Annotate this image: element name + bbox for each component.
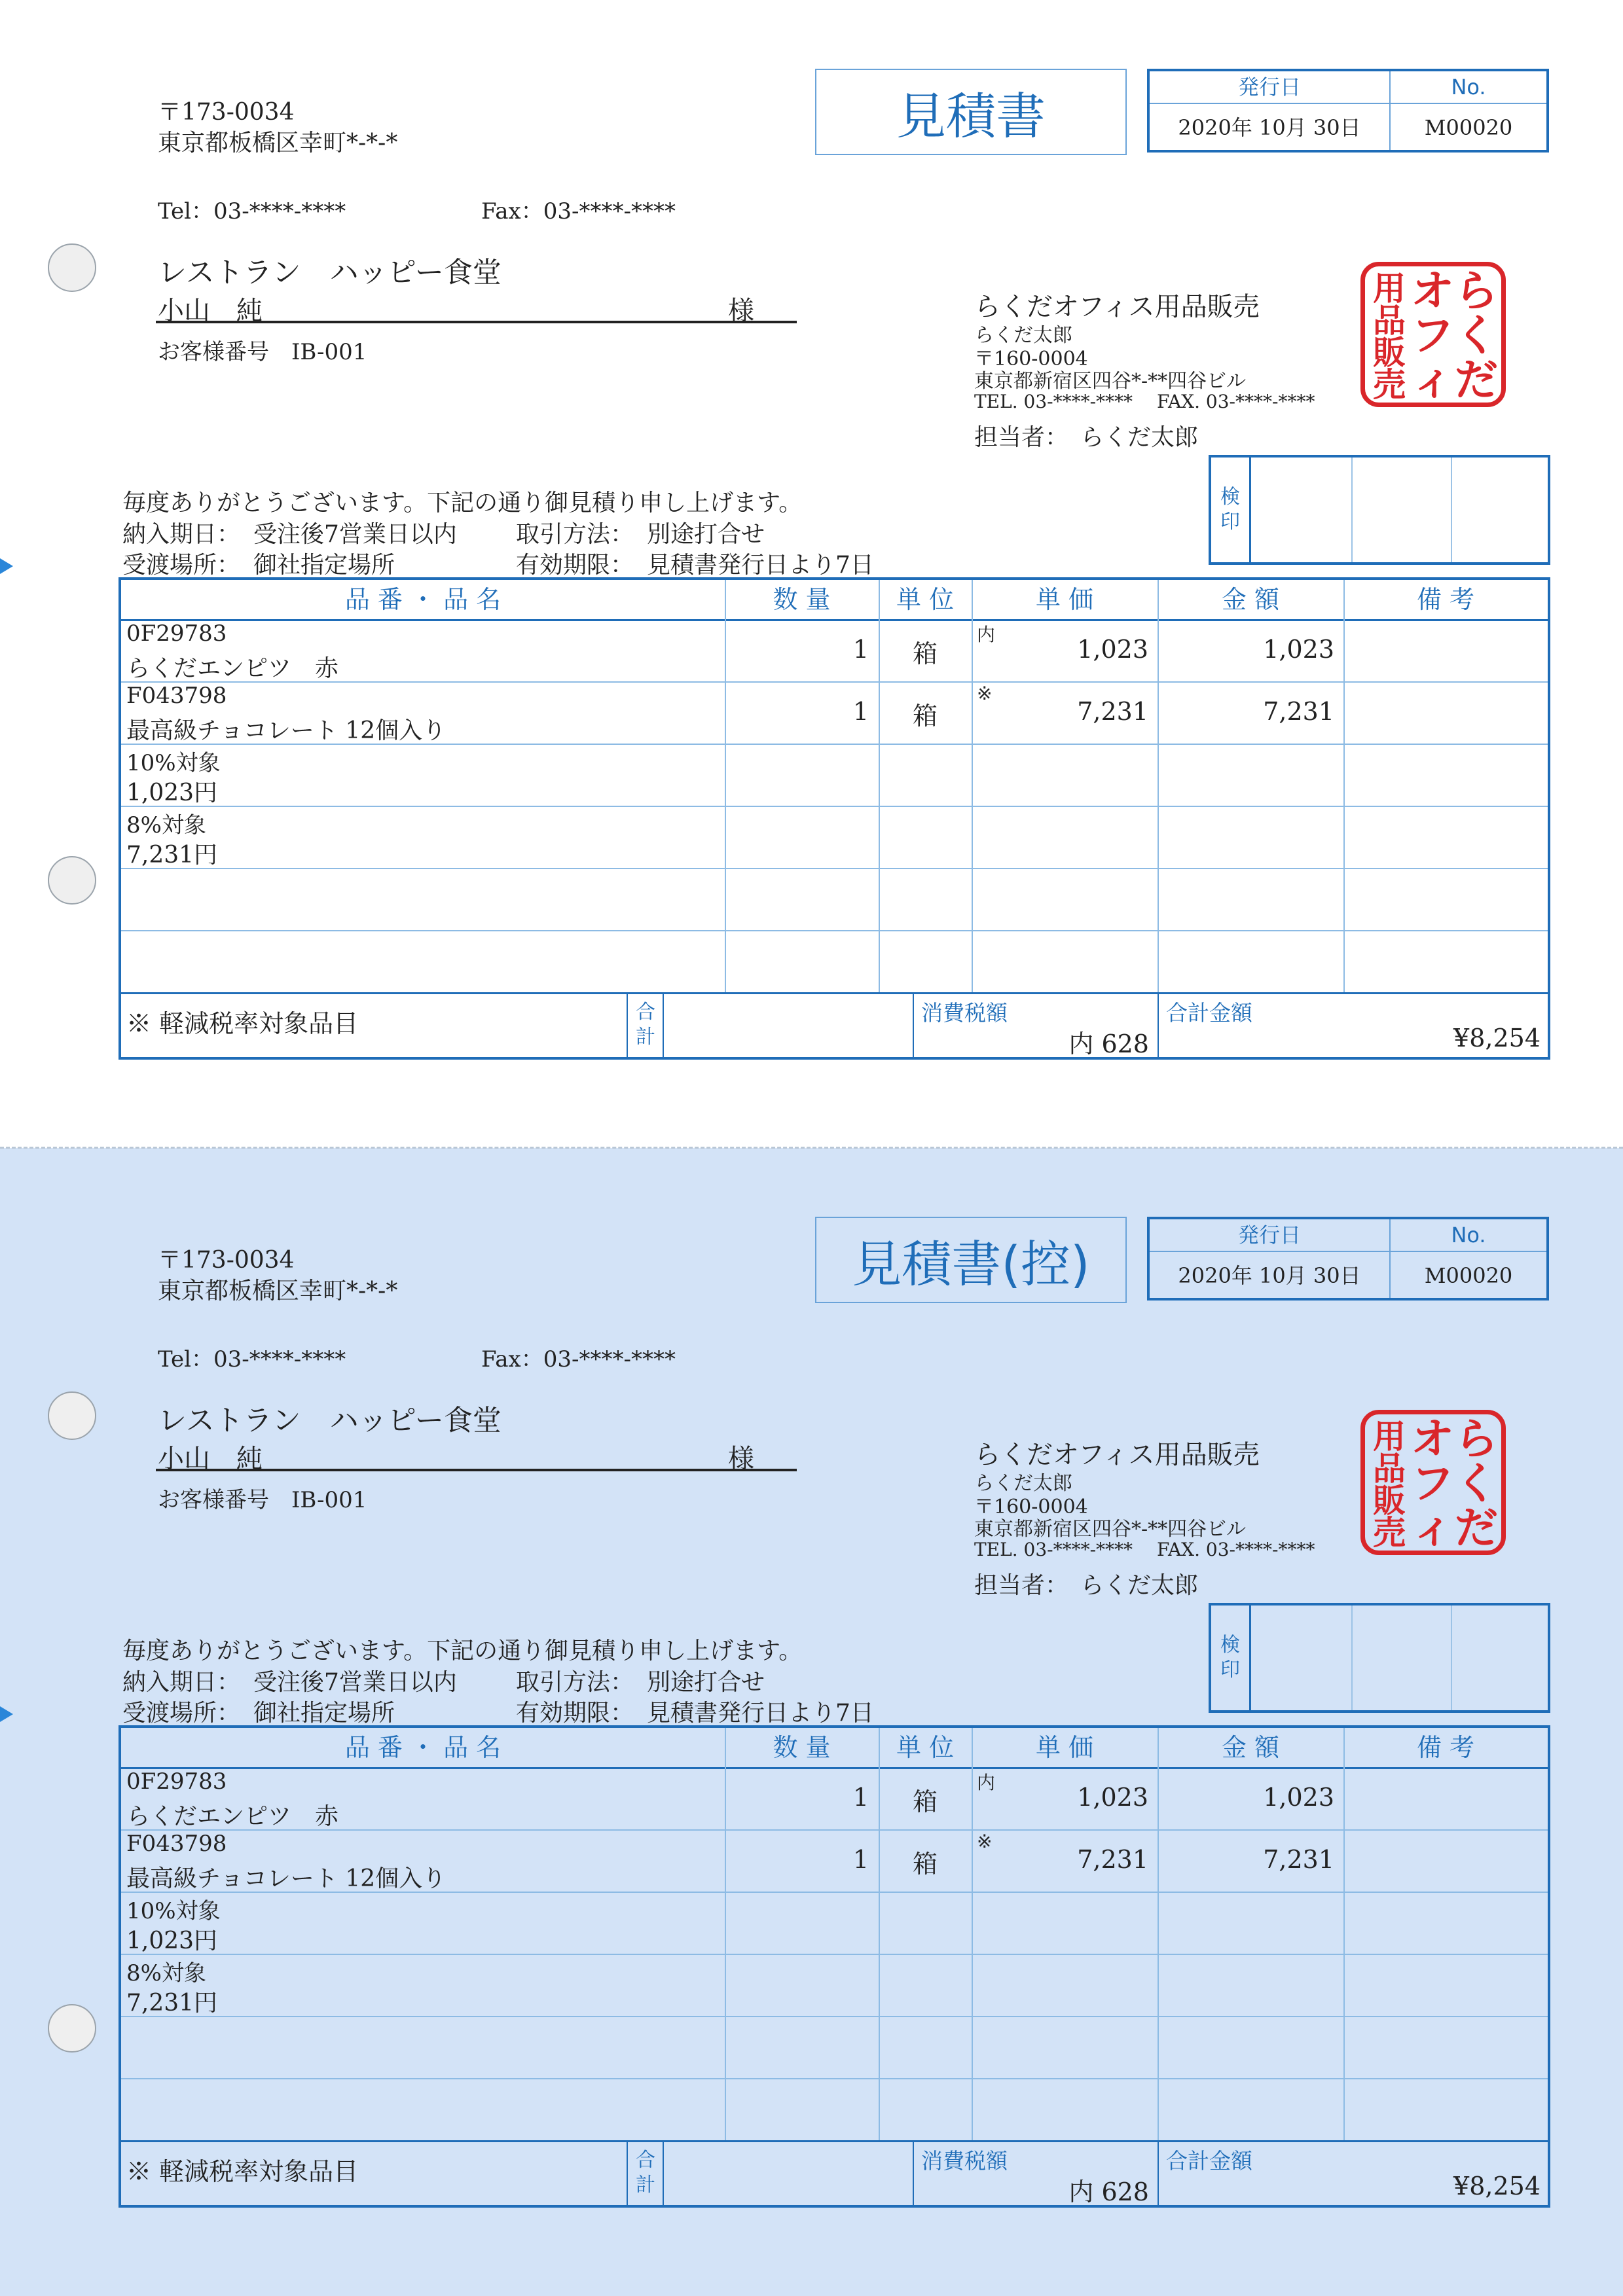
- binder-hole: [48, 1391, 96, 1440]
- recipient-postal: 〒173-0034: [158, 1247, 295, 1274]
- recipient-tel: Tel：03-****-****: [158, 1346, 346, 1372]
- estimate-table: [119, 577, 1550, 1060]
- recipient-postal: 〒173-0034: [158, 99, 295, 126]
- row-unit-price: 7,231: [1077, 697, 1148, 726]
- row-item-code: 10%対象: [126, 1898, 221, 1924]
- header-note: 備 考: [1416, 1733, 1475, 1762]
- binder-hole: [48, 2004, 96, 2053]
- row-item-code: 8%対象: [126, 1960, 206, 1986]
- arrow-marker-icon: [0, 1706, 13, 1722]
- row-item-name: 最高級チョコレート 12個入り: [126, 717, 447, 744]
- document-title: [815, 69, 1127, 155]
- row-unit-price: 7,231: [1077, 1845, 1148, 1874]
- recipient-person: 小山 純: [158, 296, 263, 326]
- delivery-value: 受注後7営業日以内: [253, 521, 457, 548]
- issue-date-label: 発行日: [1237, 1223, 1301, 1247]
- sender-address: 東京都新宿区四谷*-**四谷ビル: [974, 370, 1247, 393]
- validity-label: 有効期限：: [516, 552, 634, 579]
- sender-staff: 担当者： らくだ太郎: [974, 1572, 1199, 1599]
- header-price: 単 価: [1035, 585, 1094, 614]
- row-item-code: 10%対象: [126, 750, 221, 776]
- issue-date-label: 発行日: [1237, 75, 1301, 99]
- recipient-tel: Tel：03-****-****: [158, 198, 346, 224]
- sender-tel-fax: TEL. 03-****-**** FAX. 03-****-****: [974, 1539, 1315, 1560]
- estimate-table: [119, 1725, 1550, 2208]
- row-tax-mark: 内: [977, 1772, 996, 1793]
- estimate-sheet-copy: [0, 1148, 1623, 2296]
- row-item-name: 7,231円: [126, 1990, 218, 2017]
- place-value: 御社指定場所: [253, 552, 395, 579]
- recipient-honorific: 様: [728, 1444, 754, 1474]
- total-value: ¥8,254: [1453, 1024, 1541, 1052]
- recipient-company: レストラン ハッピー食堂: [158, 1404, 501, 1437]
- row-item-name: 7,231円: [126, 842, 218, 869]
- row-item-code: 0F29783: [126, 620, 227, 647]
- header-unit: 単 位: [896, 585, 955, 614]
- binder-hole: [48, 243, 96, 292]
- header-qty: 数 量: [773, 1733, 831, 1762]
- recipient-address: 東京都板橋区幸町*-*-*: [158, 130, 398, 156]
- tax-value: 内 628: [1068, 2178, 1149, 2206]
- sender-company: らくだオフィス用品販売: [974, 1440, 1260, 1470]
- row-item-name: らくだエンピツ 赤: [126, 1803, 339, 1830]
- subtotal-label: 合 計: [636, 2149, 655, 2197]
- payment-label: 取引方法：: [516, 1669, 634, 1696]
- header-qty: 数 量: [773, 585, 831, 614]
- row-tax-mark: 内: [977, 624, 996, 645]
- validity-value: 見積書発行日より7日: [647, 552, 874, 579]
- validity-label: 有効期限：: [516, 1700, 634, 1727]
- issue-no-label: No.: [1451, 1223, 1486, 1247]
- issue-date: 2020年 10月 30日: [1178, 1263, 1361, 1288]
- sender-staff: 担当者： らくだ太郎: [974, 424, 1199, 451]
- sender-company: らくだオフィス用品販売: [974, 292, 1260, 322]
- subtotal-label: 合 計: [636, 1001, 655, 1049]
- company-seal: 用 品 販 売 オ フ ィ ら く だ: [1360, 1410, 1506, 1555]
- recipient-fax: Fax：03-****-****: [481, 1346, 676, 1372]
- recipient-person: 小山 純: [158, 1444, 263, 1474]
- delivery-value: 受注後7営業日以内: [253, 1669, 457, 1696]
- row-tax-mark: ※: [977, 1831, 993, 1852]
- arrow-marker-icon: [0, 558, 13, 574]
- row-unit: 箱: [912, 639, 938, 668]
- recipient-underline: [156, 321, 797, 323]
- row-item-code: F043798: [126, 1831, 227, 1857]
- issue-info-box: [1147, 1217, 1549, 1300]
- issue-number: M00020: [1424, 115, 1513, 140]
- row-unit: 箱: [912, 1787, 938, 1816]
- row-unit: 箱: [912, 1850, 938, 1878]
- binder-hole: [48, 856, 96, 905]
- issue-number: M00020: [1424, 1263, 1513, 1288]
- row-item-code: 8%対象: [126, 812, 206, 838]
- row-item-code: F043798: [126, 683, 227, 709]
- row-quantity: 1: [852, 635, 869, 664]
- row-quantity: 1: [852, 1783, 869, 1812]
- stamp-label: 検 印: [1211, 457, 1251, 562]
- place-value: 御社指定場所: [253, 1700, 395, 1727]
- recipient-honorific: 様: [728, 296, 754, 326]
- row-quantity: 1: [852, 697, 869, 726]
- issue-info-box: [1147, 69, 1549, 152]
- document-title-text: 見積書: [896, 86, 1046, 145]
- customer-number: お客様番号 IB-001: [158, 1487, 367, 1513]
- tax-rate-note: ※ 軽減税率対象品目: [126, 2157, 359, 2186]
- validity-value: 見積書発行日より7日: [647, 1700, 874, 1727]
- sender-postal: 〒160-0004: [974, 348, 1088, 370]
- row-amount: 7,231: [1263, 697, 1334, 726]
- sender-tel-fax: TEL. 03-****-**** FAX. 03-****-****: [974, 391, 1315, 412]
- recipient-underline: [156, 1469, 797, 1471]
- document-title: [815, 1217, 1127, 1303]
- customer-number: お客様番号 IB-001: [158, 339, 367, 365]
- header-amount: 金 額: [1221, 585, 1280, 614]
- header-unit: 単 位: [896, 1733, 955, 1762]
- row-item-name: らくだエンピツ 赤: [126, 655, 339, 682]
- sender-person: らくだ太郎: [974, 1472, 1072, 1495]
- tax-label: 消費税額: [921, 1000, 1008, 1026]
- total-label: 合計金額: [1166, 1000, 1252, 1026]
- approval-stamp-box: [1209, 1603, 1550, 1713]
- row-tax-mark: ※: [977, 683, 993, 704]
- payment-value: 別途打合せ: [647, 1669, 765, 1696]
- sender-person: らくだ太郎: [974, 324, 1072, 347]
- payment-label: 取引方法：: [516, 521, 634, 548]
- row-unit-price: 1,023: [1077, 1783, 1148, 1812]
- document-title-text: 見積書(控): [852, 1234, 1090, 1293]
- company-seal: 用 品 販 売 オ フ ィ ら く だ: [1360, 262, 1506, 407]
- delivery-label: 納入期日：: [122, 521, 241, 548]
- header-item: 品 番 ・ 品 名: [344, 585, 501, 614]
- header-price: 単 価: [1035, 1733, 1094, 1762]
- place-label: 受渡場所：: [122, 552, 241, 579]
- header-note: 備 考: [1416, 585, 1475, 614]
- total-value: ¥8,254: [1453, 2172, 1541, 2200]
- delivery-label: 納入期日：: [122, 1669, 241, 1696]
- recipient-fax: Fax：03-****-****: [481, 198, 676, 224]
- header-amount: 金 額: [1221, 1733, 1280, 1762]
- sender-address: 東京都新宿区四谷*-**四谷ビル: [974, 1518, 1247, 1541]
- row-amount: 1,023: [1263, 1783, 1334, 1812]
- sender-postal: 〒160-0004: [974, 1496, 1088, 1518]
- approval-stamp-box: [1209, 455, 1550, 565]
- row-item-name: 1,023円: [126, 780, 218, 806]
- row-item-code: 0F29783: [126, 1768, 227, 1795]
- greeting-text: 毎度ありがとうございます。下記の通り御見積り申し上げます。: [122, 1638, 803, 1664]
- total-label: 合計金額: [1166, 2148, 1252, 2174]
- recipient-company: レストラン ハッピー食堂: [158, 256, 501, 289]
- place-label: 受渡場所：: [122, 1700, 241, 1727]
- payment-value: 別途打合せ: [647, 521, 765, 548]
- issue-date: 2020年 10月 30日: [1178, 115, 1361, 140]
- header-item: 品 番 ・ 品 名: [344, 1733, 501, 1762]
- tax-value: 内 628: [1068, 1030, 1149, 1058]
- greeting-text: 毎度ありがとうございます。下記の通り御見積り申し上げます。: [122, 490, 803, 516]
- row-amount: 7,231: [1263, 1845, 1334, 1874]
- row-quantity: 1: [852, 1845, 869, 1874]
- row-item-name: 1,023円: [126, 1928, 218, 1954]
- tax-rate-note: ※ 軽減税率対象品目: [126, 1009, 359, 1038]
- tax-label: 消費税額: [921, 2148, 1008, 2174]
- row-unit-price: 1,023: [1077, 635, 1148, 664]
- stamp-label: 検 印: [1211, 1605, 1251, 1710]
- recipient-address: 東京都板橋区幸町*-*-*: [158, 1278, 398, 1304]
- issue-no-label: No.: [1451, 75, 1486, 99]
- row-amount: 1,023: [1263, 635, 1334, 664]
- row-unit: 箱: [912, 702, 938, 730]
- row-item-name: 最高級チョコレート 12個入り: [126, 1865, 447, 1892]
